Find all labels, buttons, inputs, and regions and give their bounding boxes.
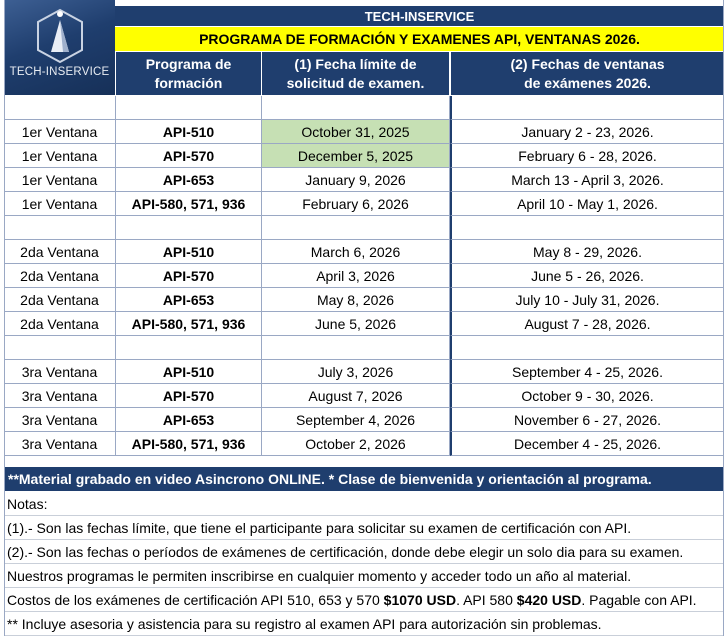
table-row bbox=[4, 312, 724, 336]
program-cell: API-580, 571, 936 bbox=[116, 192, 262, 216]
table-row bbox=[4, 432, 724, 456]
program-cell: API-570 bbox=[116, 144, 262, 168]
spacer-row bbox=[4, 96, 724, 120]
program-cell: API-510 bbox=[116, 120, 262, 144]
program-cell: API-653 bbox=[116, 168, 262, 192]
company-logo bbox=[4, 0, 115, 95]
program-cell: API-570 bbox=[116, 264, 262, 288]
deadline-cell: August 7, 2026 bbox=[262, 384, 450, 408]
window-label-cell: 3ra Ventana bbox=[4, 432, 116, 456]
table-row bbox=[4, 360, 724, 384]
program-cell: API-653 bbox=[116, 288, 262, 312]
table-row bbox=[4, 168, 724, 192]
note-2: (2).- Son las fechas o períodos de exámenes de certificación, donde debe elegir un solo dia para su examen. bbox=[4, 540, 724, 564]
program-cell: API-653 bbox=[116, 408, 262, 432]
cost-a: $1070 USD bbox=[383, 591, 457, 608]
header-program-line2: formación bbox=[154, 74, 223, 91]
exam-window-cell: October 9 - 30, 2026. bbox=[450, 384, 724, 408]
table-row bbox=[4, 408, 724, 432]
header-windows-line1: (2) Fechas de ventanas bbox=[510, 55, 665, 72]
table-row bbox=[4, 192, 724, 216]
exam-window-cell: February 6 - 28, 2026. bbox=[450, 144, 724, 168]
brand-title: TECH-INSERVICE bbox=[115, 6, 724, 26]
exam-window-cell: January 2 - 23, 2026. bbox=[450, 120, 724, 144]
cost-mid: . API 580 bbox=[456, 591, 517, 608]
deadline-cell: June 5, 2026 bbox=[262, 312, 450, 336]
empty-cell bbox=[262, 216, 450, 240]
table-row bbox=[4, 120, 724, 144]
exam-window-cell: September 4 - 25, 2026. bbox=[450, 360, 724, 384]
window-label-cell: 1er Ventana bbox=[4, 120, 116, 144]
empty-cell bbox=[262, 336, 450, 360]
exam-window-cell: June 5 - 26, 2026. bbox=[450, 264, 724, 288]
empty-cell bbox=[450, 216, 724, 240]
deadline-cell: July 3, 2026 bbox=[262, 360, 450, 384]
header-deadline-line1: (1) Fecha límite de bbox=[294, 55, 417, 72]
header-windows-line2: de exámenes 2026. bbox=[524, 74, 651, 91]
header-exam-windows bbox=[451, 52, 724, 95]
table-row bbox=[4, 288, 724, 312]
spacer-row bbox=[4, 216, 724, 240]
program-cell: API-510 bbox=[116, 240, 262, 264]
spacer-row bbox=[4, 336, 724, 360]
deadline-cell: May 8, 2026 bbox=[262, 288, 450, 312]
deadline-cell: April 3, 2026 bbox=[262, 264, 450, 288]
page-subtitle: PROGRAMA DE FORMACIÓN Y EXAMENES API, VENTANAS 2026. bbox=[115, 27, 724, 51]
table-row bbox=[4, 264, 724, 288]
empty-cell bbox=[4, 96, 116, 120]
deadline-cell: March 6, 2026 bbox=[262, 240, 450, 264]
deadline-cell: January 9, 2026 bbox=[262, 168, 450, 192]
window-label-cell: 1er Ventana bbox=[4, 144, 116, 168]
window-label-cell: 3ra Ventana bbox=[4, 360, 116, 384]
deadline-cell: February 6, 2026 bbox=[262, 192, 450, 216]
cost-suffix: . Pagable con API. bbox=[581, 591, 697, 608]
header-program-line1: Programa de bbox=[145, 55, 232, 72]
window-label-cell: 2da Ventana bbox=[4, 240, 116, 264]
exam-window-cell: November 6 - 27, 2026. bbox=[450, 408, 724, 432]
header-program bbox=[116, 52, 261, 95]
exam-window-cell: May 8 - 29, 2026. bbox=[450, 240, 724, 264]
program-cell: API-580, 571, 936 bbox=[116, 312, 262, 336]
empty-cell bbox=[4, 216, 116, 240]
window-label-cell: 1er Ventana bbox=[4, 168, 116, 192]
header-deadline bbox=[262, 52, 449, 95]
empty-cell bbox=[116, 216, 262, 240]
exam-window-cell: December 4 - 25, 2026. bbox=[450, 432, 724, 456]
table-row bbox=[4, 144, 724, 168]
deadline-cell: September 4, 2026 bbox=[262, 408, 450, 432]
cost-b: $420 USD bbox=[516, 591, 582, 608]
window-label-cell: 3ra Ventana bbox=[4, 408, 116, 432]
deadline-cell: October 31, 2025 bbox=[262, 120, 450, 144]
empty-cell bbox=[116, 336, 262, 360]
header-deadline-line2: solicitud de examen. bbox=[286, 74, 425, 91]
empty-cell bbox=[450, 96, 724, 120]
window-label-cell: 2da Ventana bbox=[4, 312, 116, 336]
note-1: (1).- Son las fechas límite, que tiene el participante para solicitar su examen de certificación con API. bbox=[4, 516, 724, 540]
window-label-cell: 3ra Ventana bbox=[4, 384, 116, 408]
empty-cell bbox=[450, 336, 724, 360]
notes-heading: Notas: bbox=[4, 492, 724, 516]
cost-prefix: Costos de los exámenes de certificación API 510, 653 y 570 bbox=[7, 591, 384, 608]
program-cell: API-580, 571, 936 bbox=[116, 432, 262, 456]
exam-window-cell: August 7 - 28, 2026. bbox=[450, 312, 724, 336]
window-label-cell: 2da Ventana bbox=[4, 264, 116, 288]
window-label-cell: 2da Ventana bbox=[4, 288, 116, 312]
window-label-cell: 1er Ventana bbox=[4, 192, 116, 216]
empty-cell bbox=[4, 336, 116, 360]
program-cell: API-510 bbox=[116, 360, 262, 384]
empty-cell bbox=[262, 96, 450, 120]
exam-window-cell: March 13 - April 3, 2026. bbox=[450, 168, 724, 192]
exam-window-cell: July 10 - July 31, 2026. bbox=[450, 288, 724, 312]
note-5: ** Incluye asesoria y asistencia para su registro al examen API para autorización sin problemas. bbox=[4, 612, 724, 636]
note-costs bbox=[4, 588, 724, 612]
deadline-cell: December 5, 2025 bbox=[262, 144, 450, 168]
program-cell: API-570 bbox=[116, 384, 262, 408]
exam-window-cell: April 10 - May 1, 2026. bbox=[450, 192, 724, 216]
footer-banner: **Material grabado en video Asincrono ONLINE. * Clase de bienvenida y orientación al programa. bbox=[4, 467, 724, 491]
note-3: Nuestros programas le permiten inscribirse en cualquier momento y acceder todo un año al material. bbox=[4, 564, 724, 588]
table-row bbox=[4, 384, 724, 408]
table-row bbox=[4, 240, 724, 264]
empty-cell bbox=[116, 96, 262, 120]
tech-inservice-logo-icon bbox=[34, 8, 86, 64]
deadline-cell: October 2, 2026 bbox=[262, 432, 450, 456]
logo-text: TECH-INSERVICE bbox=[9, 66, 110, 78]
